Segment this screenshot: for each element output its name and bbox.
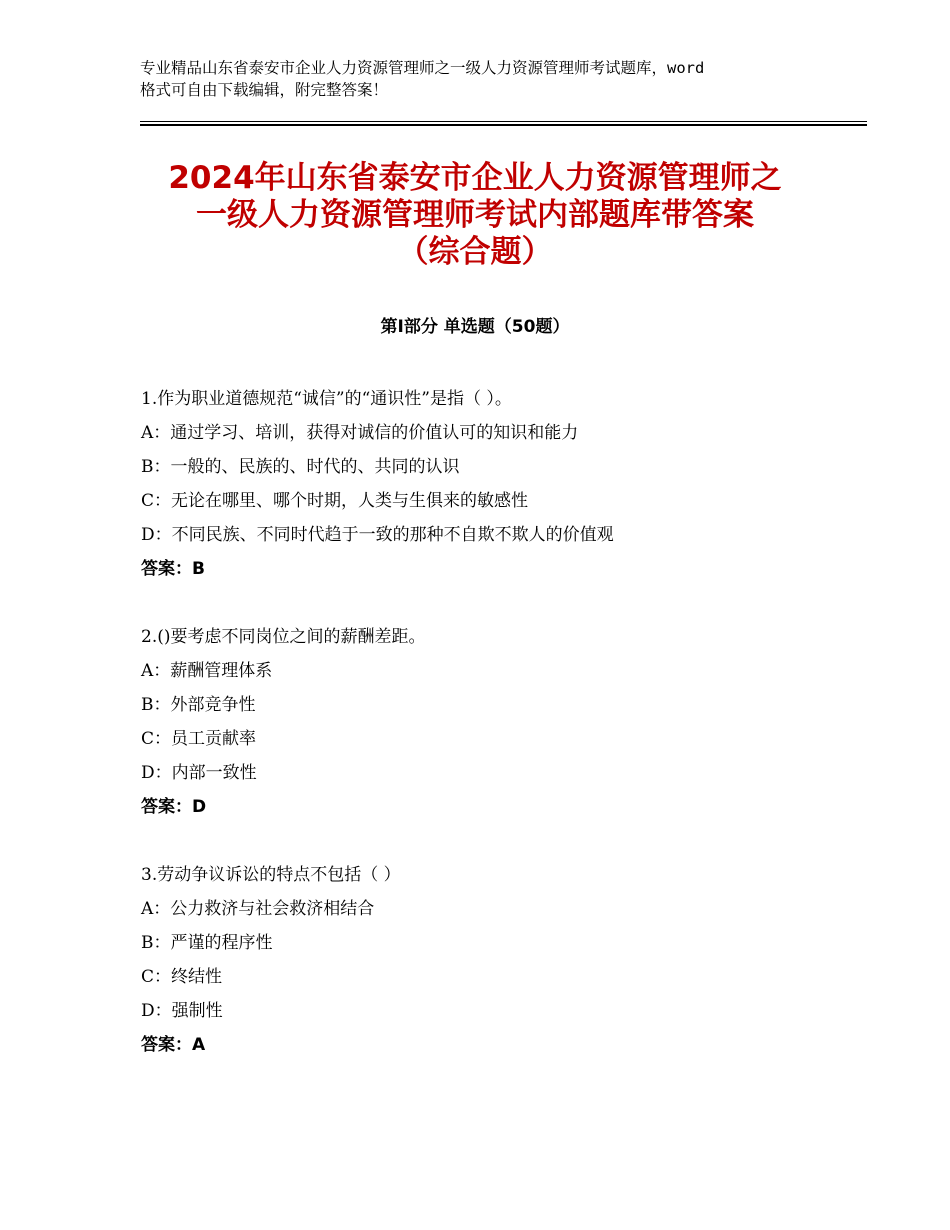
option-b: B：外部竞争性 — [141, 695, 256, 715]
option-a: A：通过学习、培训，获得对诚信的价值认可的知识和能力 — [141, 423, 579, 443]
question-item — [141, 382, 841, 586]
header-note-line: 专业精品山东省泰安市企业人力资源管理师之一级人力资源管理师考试题库，word — [140, 59, 705, 77]
option-a: A：公力救济与社会救济相结合 — [141, 899, 375, 919]
answer-label: 答案：B — [141, 559, 205, 579]
option-b: B：一般的、民族的、时代的、共同的认识 — [141, 457, 460, 477]
option-d: D：内部一致性 — [141, 763, 257, 783]
header-divider-thin — [140, 121, 867, 122]
title-line: 2024年山东省泰安市企业人力资源管理师之 — [168, 160, 782, 196]
option-d: D：不同民族、不同时代趋于一致的那种不自欺不欺人的价值观 — [141, 525, 614, 545]
document-title — [100, 160, 850, 271]
header-divider-thick — [140, 124, 867, 126]
answer-label: 答案：A — [141, 1035, 206, 1055]
option-d: D：强制性 — [141, 1001, 223, 1021]
option-c: C：无论在哪里、哪个时期，人类与生俱来的敏感性 — [141, 491, 529, 511]
answer-label: 答案：D — [141, 797, 207, 817]
option-c: C：终结性 — [141, 967, 223, 987]
question-item — [141, 620, 841, 824]
title-line: （综合题） — [397, 234, 553, 270]
header-note — [140, 57, 830, 101]
title-line: 一级人力资源管理师考试内部题库带答案 — [196, 197, 754, 233]
question-stem: 2.()要考虑不同岗位之间的薪酬差距。 — [141, 627, 426, 647]
question-stem: 1.作为职业道德规范“诚信”的“通识性”是指（ ）。 — [141, 389, 512, 409]
header-note-line: 格式可自由下载编辑，附完整答案！ — [140, 81, 389, 99]
question-item — [141, 858, 841, 1062]
question-list — [141, 382, 841, 1096]
option-b: B：严谨的程序性 — [141, 933, 273, 953]
question-stem: 3.劳动争议诉讼的特点不包括（ ） — [141, 865, 401, 885]
option-a: A：薪酬管理体系 — [141, 661, 273, 681]
option-c: C：员工贡献率 — [141, 729, 257, 749]
section-heading: 第Ⅰ部分 单选题（50题） — [380, 317, 570, 337]
